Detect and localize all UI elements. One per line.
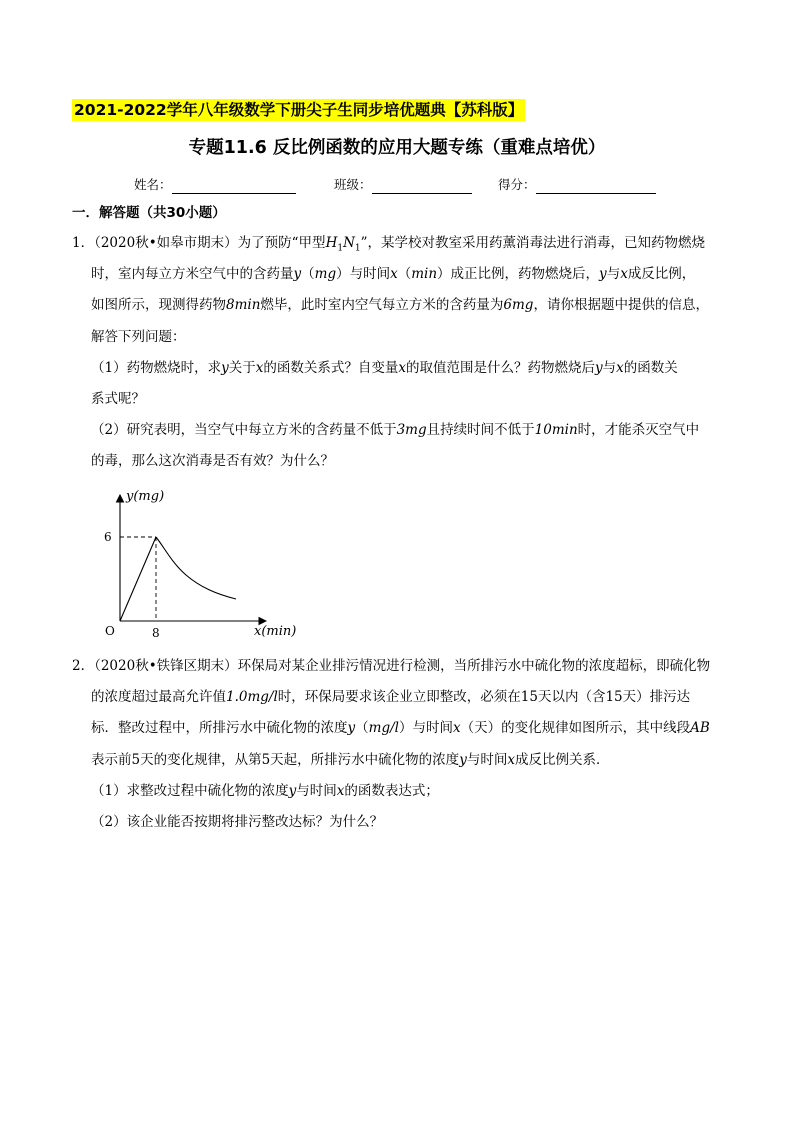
problem-1-question-1: （1）药物燃烧时，求y关于x的函数关系式？自变量x的取值范围是什么？药物燃烧后y与x的函数关 [91, 359, 678, 376]
class-field[interactable] [334, 176, 472, 194]
problem-1-line-1: 1．（2020秋•如皋市期末）为了预防“甲型$H_1N_1$”，某学校对教室采用药薰消毒法进行消毒，已知药物燃烧 [72, 235, 706, 254]
student-info-fields [0, 176, 794, 196]
problem-2-line-4: 表示前5天的变化规律，从第5天起，所排污水中硫化物的浓度y与时间x成反比例关系． [91, 751, 610, 768]
problem-1-question-2: （2）研究表明，当空气中每立方米的含药量不低于3mg且持续时间不低于10min时，才能杀灭空气中 [91, 422, 700, 439]
y-tick-label: 6 [104, 530, 112, 544]
problem-2-line-1: 2．（2020秋•铁锋区期末）环保局对某企业排污情况进行检测，当所排污水中硫化物的浓度超标，即硫化物 [72, 658, 711, 674]
problem-2 [72, 651, 732, 838]
score-label: 得分： [498, 177, 536, 192]
section-heading: 一．解答题（共30小题） [72, 205, 226, 221]
problem-2-question-1: （1）求整改过程中硫化物的浓度y与时间x的函数表达式； [91, 782, 439, 799]
series-banner: 2021-2022学年八年级数学下册尖子生同步培优题典【苏科版】 [74, 101, 524, 119]
problem-1-line-2: 时，室内每立方米空气中的含药量y（mg）与时间x（min）成正比例，药物燃烧后，y与x成反比例， [91, 266, 696, 283]
name-label: 姓名： [134, 177, 172, 192]
name-blank[interactable] [172, 179, 296, 194]
problem-1-line-4: 解答下列问题： [91, 328, 186, 345]
graph-svg [96, 485, 306, 645]
dose-time-graph [96, 485, 306, 645]
problem-1 [72, 228, 732, 478]
y-axis-label: y(mg) [126, 489, 165, 504]
inverse-curve [156, 537, 236, 599]
class-label: 班级： [334, 177, 372, 192]
problem-1-question-1-cont: 系式呢？ [91, 390, 145, 407]
score-blank[interactable] [536, 179, 656, 194]
score-field[interactable] [498, 176, 656, 194]
origin-label: O [105, 624, 115, 638]
problem-1-question-2-cont: 的毒，那么这次消毒是否有效？为什么？ [91, 453, 334, 470]
class-blank[interactable] [372, 179, 472, 194]
problem-2-line-3: 标．整改过程中，所排污水中硫化物的浓度y（mg/l）与时间x（天）的变化规律如图所示，其中线段AB [91, 720, 710, 737]
name-field[interactable] [134, 176, 296, 194]
x-tick-label: 8 [152, 626, 160, 640]
page-title: 专题11.6 反比例函数的应用大题专练（重难点培优） [188, 138, 606, 158]
problem-2-question-2: （2）该企业能否按期将排污整改达标？为什么？ [91, 813, 384, 830]
problem-2-line-2: 的浓度超过最高允许值1.0mg/l时，环保局要求该企业立即整改，必须在15天以内（含15天）排污达 [91, 689, 691, 706]
linear-segment [120, 537, 156, 621]
x-axis-label: x(min) [254, 624, 297, 639]
problem-1-line-3: 如图所示，现测得药物8min燃毕，此时室内空气每立方米的含药量为6mg，请你根据题中提供的信息， [91, 297, 709, 314]
